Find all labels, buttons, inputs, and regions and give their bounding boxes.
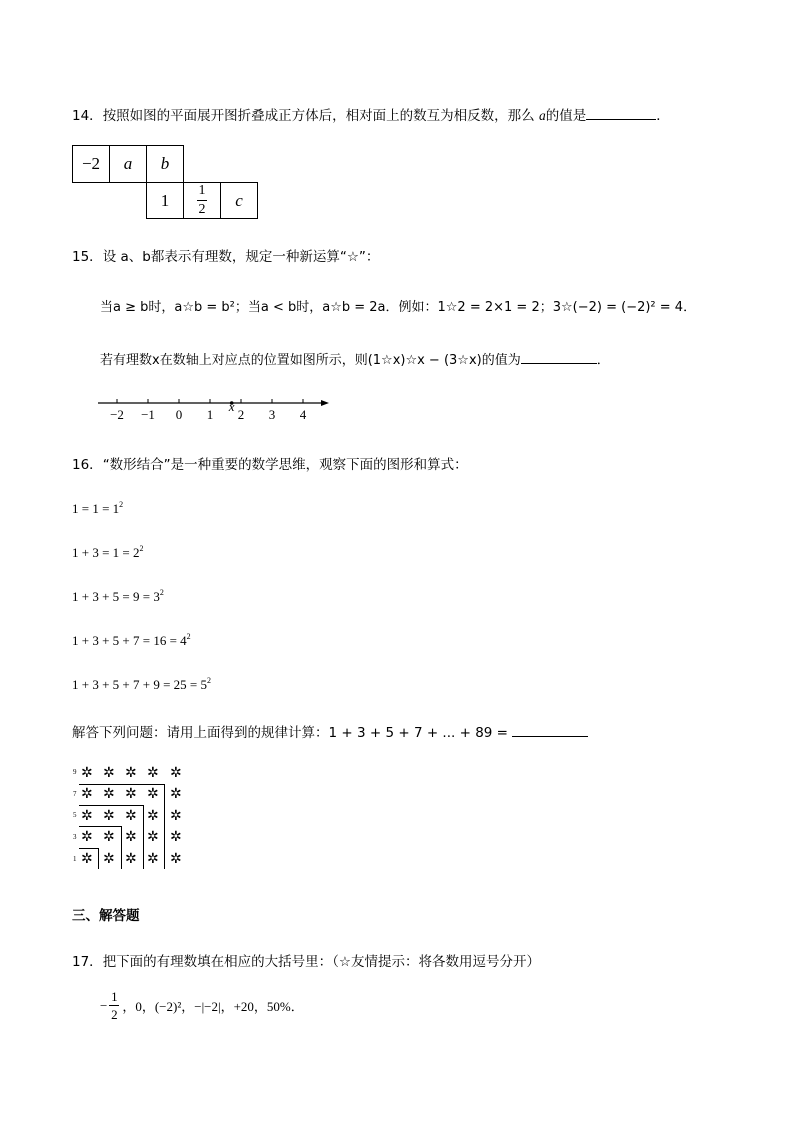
star-icon: ✲ — [147, 829, 159, 845]
q17-numbers — [100, 990, 304, 1021]
eq2-text: 1 + 3 = 1 = 2 — [72, 545, 140, 560]
star-icon: ✲ — [147, 808, 159, 824]
star-icon: ✲ — [81, 829, 93, 845]
number-line-arrow — [321, 400, 329, 406]
star-icon: ✲ — [103, 786, 115, 802]
star-icon: ✲ — [147, 786, 159, 802]
q14-end: ． — [656, 108, 670, 124]
star-icon: ✲ — [125, 829, 137, 845]
eq5-text: 1 + 3 + 5 + 7 + 9 = 25 = 5 — [72, 677, 207, 692]
eq3-exponent: 2 — [159, 588, 164, 597]
q15-question — [100, 349, 610, 368]
star-icon: ✲ — [170, 786, 182, 802]
q16-eq2 — [72, 544, 144, 561]
fraction-numerator: 1 — [198, 183, 206, 198]
number-line-tick-label: 0 — [175, 407, 183, 422]
eq5-exponent: 2 — [207, 676, 211, 685]
q16-intro — [72, 453, 468, 473]
eq2-exponent: 2 — [139, 544, 144, 553]
q15-number: 15． — [72, 249, 103, 265]
net-cell-2: a — [109, 145, 147, 183]
q14-answer-blank[interactable] — [586, 119, 656, 120]
q16-answer-blank[interactable] — [512, 736, 588, 737]
star-icon: ✲ — [147, 765, 159, 781]
star-icon: ✲ — [81, 808, 93, 824]
q16-eq1 — [72, 500, 123, 517]
number-line-tick-label: 2 — [237, 407, 245, 422]
net-cell-1: −2 — [72, 145, 110, 183]
star-icon: ✲ — [147, 851, 159, 867]
q15-question-end: ． — [596, 353, 610, 368]
q17-fraction-num: 1 — [111, 989, 118, 1004]
number-line — [95, 392, 340, 428]
row-label-3: 3 — [73, 833, 77, 841]
section-title: 三、解答题 — [72, 908, 140, 924]
number-line-tick-label: −2 — [110, 407, 124, 422]
q14-text-before: 按照如图的平面展开图折叠成正方体后，相对面上的数互为相反数，那么 — [102, 108, 535, 124]
q17-minus: − — [100, 997, 108, 1013]
q17-fraction — [109, 990, 119, 1021]
number-line-tick-label: 3 — [268, 407, 276, 422]
star-grid-figure — [72, 763, 192, 873]
q17-fraction-bar — [109, 1005, 119, 1006]
star-icon: ✲ — [125, 851, 137, 867]
eq4-text: 1 + 3 + 5 + 7 = 16 = 4 — [72, 633, 187, 648]
row-label-7: 7 — [73, 790, 77, 798]
fraction-bar — [197, 200, 207, 201]
q14-text-after: 的值是 — [545, 108, 587, 124]
q17-number: 17． — [72, 954, 103, 970]
net-cell-5 — [183, 182, 221, 219]
number-line-tick-label: 4 — [299, 407, 307, 422]
row-label-1: 1 — [73, 855, 77, 863]
q16-intro-text: “数形结合”是一种重要的数学思维，观察下面的图形和算式： — [102, 457, 468, 473]
q16-eq3 — [72, 588, 164, 605]
star-icon: ✲ — [103, 808, 115, 824]
q14-text — [72, 104, 670, 124]
star-icon: ✲ — [103, 829, 115, 845]
half-fraction — [197, 184, 207, 217]
star-icon: ✲ — [170, 851, 182, 867]
star-icon: ✲ — [103, 765, 115, 781]
q14-number: 14． — [72, 108, 103, 124]
q17-rest: ，0，(−2)²，−|−2|，+20，50%． — [122, 999, 304, 1014]
star-icon: ✲ — [170, 765, 182, 781]
eq1-exponent: 2 — [119, 500, 124, 509]
star-icon: ✲ — [170, 808, 182, 824]
q15-rule: 当a ≥ b时，a☆b = b²；当a < b时，a☆b = 2a．例如：1☆2 = 2×1 = 2；3☆(−2) = (−2)² = 4． — [100, 300, 697, 315]
q16-task-text: 解答下列问题：请用上面得到的规律计算：1 + 3 + 5 + 7 + ... + 89 = — [72, 725, 508, 741]
net-cell-6: c — [220, 182, 258, 219]
eq1-text: 1 = 1 = 1 — [72, 501, 120, 516]
q15-intro — [72, 245, 379, 265]
q16-eq4 — [72, 632, 191, 649]
star-icon: ✲ — [81, 765, 93, 781]
number-line-tick-label: −1 — [141, 407, 155, 422]
net-cell-4: 1 — [146, 182, 184, 219]
q17-text — [72, 950, 540, 970]
star-icon: ✲ — [81, 786, 93, 802]
star-icon: ✲ — [170, 829, 182, 845]
eq4-exponent: 2 — [186, 632, 191, 641]
number-line-tick-label: 1 — [206, 407, 214, 422]
q16-number: 16． — [72, 457, 103, 473]
q15-answer-blank[interactable] — [521, 363, 597, 364]
star-icon: ✲ — [125, 808, 137, 824]
q17-fraction-den: 2 — [111, 1007, 118, 1022]
q17-text-body: 把下面的有理数填在相应的大括号里：（☆友情提示：将各数用逗号分开） — [102, 954, 541, 970]
star-icon: ✲ — [81, 851, 93, 867]
q15-intro-text: 设 a、b都表示有理数，规定一种新运算“☆”： — [102, 249, 380, 265]
q15-question-text: 若有理数x在数轴上对应点的位置如图所示，则(1☆x)☆x − (3☆x)的值为 — [100, 353, 521, 368]
star-icon: ✲ — [103, 851, 115, 867]
row-label-5: 5 — [73, 811, 77, 819]
q14-var: a — [538, 108, 546, 123]
star-icon: ✲ — [125, 786, 137, 802]
q16-eq5 — [72, 676, 211, 693]
row-label-9: 9 — [73, 768, 77, 776]
net-cell-3: b — [146, 145, 184, 183]
eq3-text: 1 + 3 + 5 = 9 = 3 — [72, 589, 160, 604]
fraction-denominator: 2 — [198, 202, 206, 217]
q16-task — [72, 721, 588, 741]
point-x-label: x — [228, 399, 235, 414]
star-icon: ✲ — [125, 765, 137, 781]
